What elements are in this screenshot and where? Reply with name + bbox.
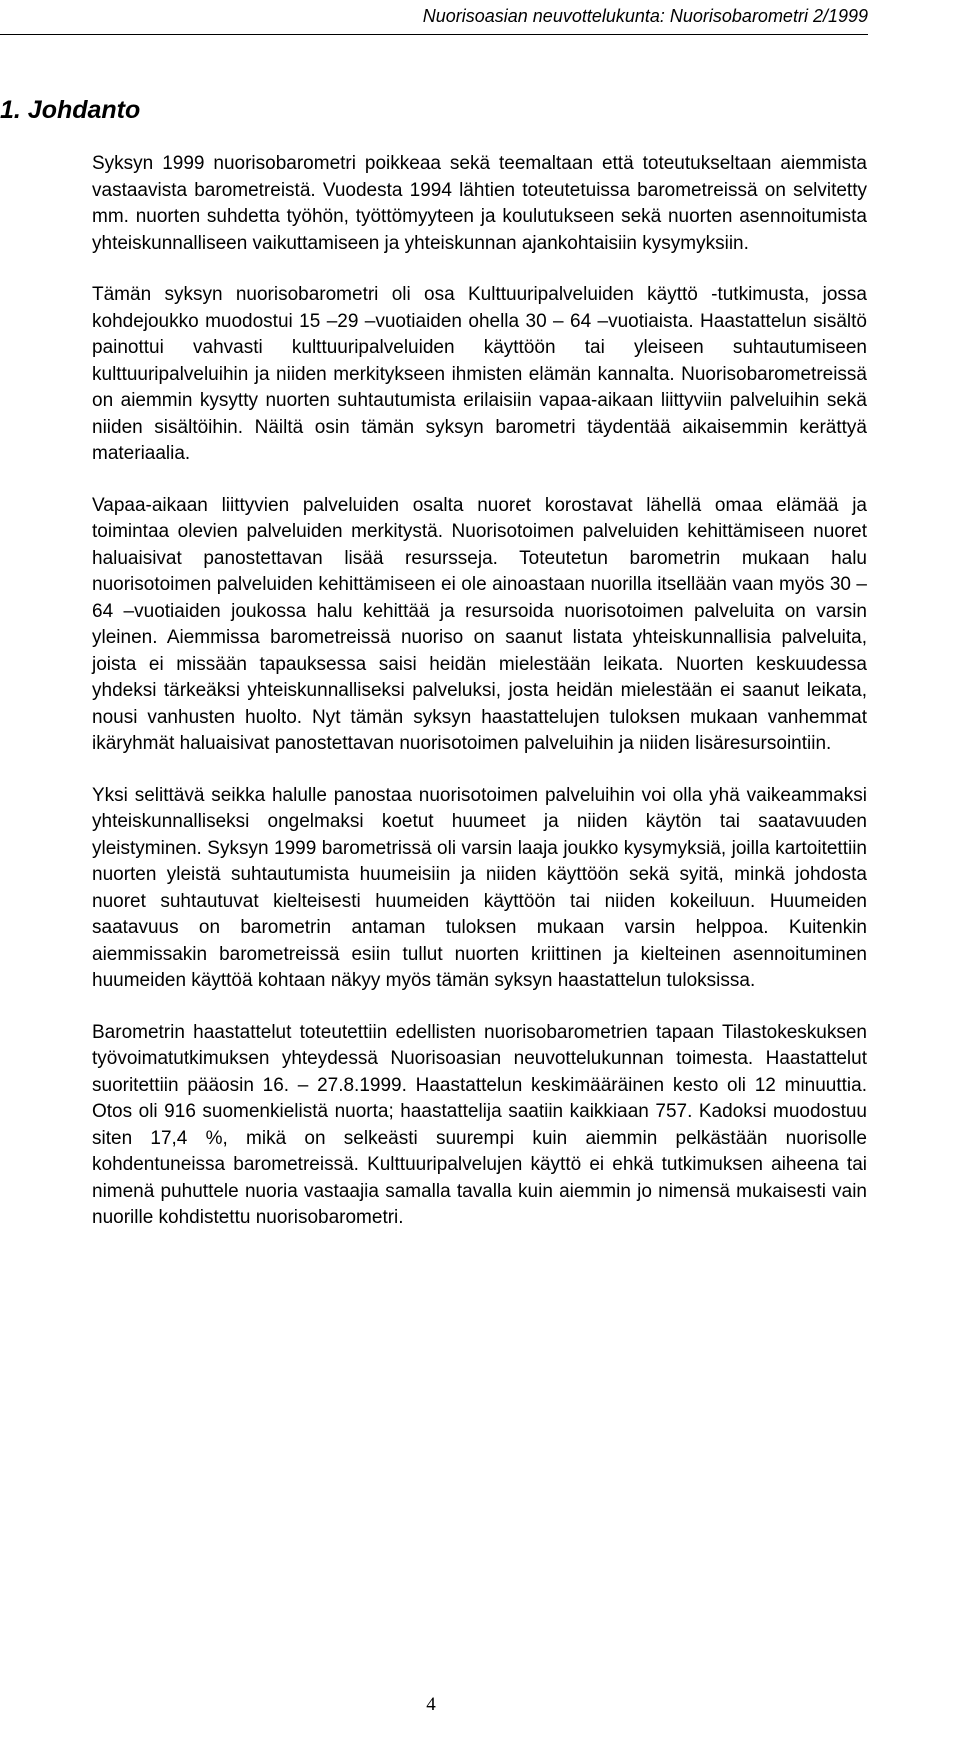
running-header: Nuorisoasian neuvottelukunta: Nuorisobarometri 2/1999 <box>422 6 868 26</box>
paragraph-services: Vapaa-aikaan liittyvien palveluiden osalta nuoret korostavat lähellä omaa elämää ja toimintaa olevien palveluiden merkitystä. Nuorisotoimen palveluiden kehittämiseen nuoret haluaisivat panostettavan lisää resursseja. Toteutetun barometrin mukaan halu nuorisotoimen palveluiden kehittämiseen ei ole ainoastaan nuorilla itsellään vaan myös 30 – 64 –vuotiaiden joukossa halu kehittää ja resursoida nuorisotoimen palveluita on varsin yleinen. Aiemmissa barometreissä nuoriso on saanut listata yhteiskunnallisia palveluita, joista ei missään tapauksessa saisi heidän mielestään leikata. Nuorten keskuudessa yhdeksi tärkeäksi yhteiskunnalliseksi palveluksi, josta heidän mielestään ei saanut leikata, nousi vanhusten huolto. Nyt tämän syksyn haastattelujen tuloksen mukaan vanhemmat ikäryhmät haluaisivat panostettavan nuorisotoimen palveluihin ja niiden lisäresursointiin. <box>92 494 867 754</box>
body-text <box>92 151 867 1257</box>
page-number: 4 <box>426 1694 436 1715</box>
paragraph-drugs: Yksi selittävä seikka halulle panostaa nuorisotoimen palveluihin voi olla yhä vaikeammaksi yhteiskunnalliseksi ongelmaksi koetut huumeet ja niiden käytön tai saatavuuden yleistyminen. Syksyn 1999 barometrissä oli varsin laaja joukko kysymyksiä, joilla kartoitettiin nuorten yleistä suhtautumista huumeisiin ja niiden käyttöön sekä syitä, minkä johdosta nuoret suhtautuvat kielteisesti huumeiden käyttöön tai niiden kokeiluun. Huumeiden saatavuus on barometrin antaman tuloksen mukaan varsin helppoa. Kuitenkin aiemmissakin barometreissä esiin tullut nuorten kriittinen ja kielteinen asennoituminen huumeiden käyttöä kohtaan näkyy myös tämän syksyn haastattelun tuloksissa. <box>92 784 867 991</box>
paragraph-intro: Syksyn 1999 nuorisobarometri poikkeaa sekä teemaltaan että toteutukseltaan aiemmista vastaavista barometreistä. Vuodesta 1994 lähtien toteutetuissa barometreissä on selvitetty mm. nuorten suhdetta työhön, työttömyyteen ja koulutukseen sekä nuorten asennoitumista yhteiskunnalliseen vaikuttamiseen ja yhteiskunnan ajankohtaisiin kysymyksiin. <box>92 153 867 254</box>
paragraph-study-scope: Tämän syksyn nuorisobarometri oli osa Kulttuuripalveluiden käyttö -tutkimusta, jossa kohdejoukko muodostui 15 –29 –vuotiaiden ohella 30 – 64 –vuotiaista. Haastattelun sisältö painottui vahvasti kulttuuripalveluiden käyttöön tai yleiseen suhtautumiseen kulttuuripalveluihin ja niiden merkitykseen ihmisten elämän kannalta. Nuorisobarometreissä on aiemmin kysytty nuorten suhtautumista erilaisiin vapaa-aikaan liittyviin palveluihin sekä niiden sisältöihin. Näiltä osin tämän syksyn barometri täydentää aikaisemmin kerättyä materiaalia. <box>92 284 867 464</box>
section-heading: 1. Johdanto <box>0 96 141 124</box>
paragraph-methodology: Barometrin haastattelut toteutettiin edellisten nuorisobarometrien tapaan Tilastokeskuksen työvoimatutkimuksen yhteydessä Nuorisoasian neuvottelukunnan toimesta. Haastattelut suoritettiin pääosin 16. – 27.8.1999. Haastattelun keskimääräinen kesto oli 12 minuuttia. Otos oli 916 suomenkielistä nuorta; haastattelija saatiin kaikkiaan 757. Kadoksi muodostuu siten 17,4 %, mikä on selkeästi suurempi kuin aiemmin pelkästään nuorisolle kohdentuneissa barometreissä. Kulttuuripalvelujen käyttö ei ehkä tutkimuksen aiheena tai nimenä puhuttele nuoria vastaajia samalla tavalla kuin aiemmin jo nimensä mukaisesti vain nuorille kohdistettu nuorisobarometri. <box>92 1021 867 1228</box>
header-rule <box>0 34 868 35</box>
